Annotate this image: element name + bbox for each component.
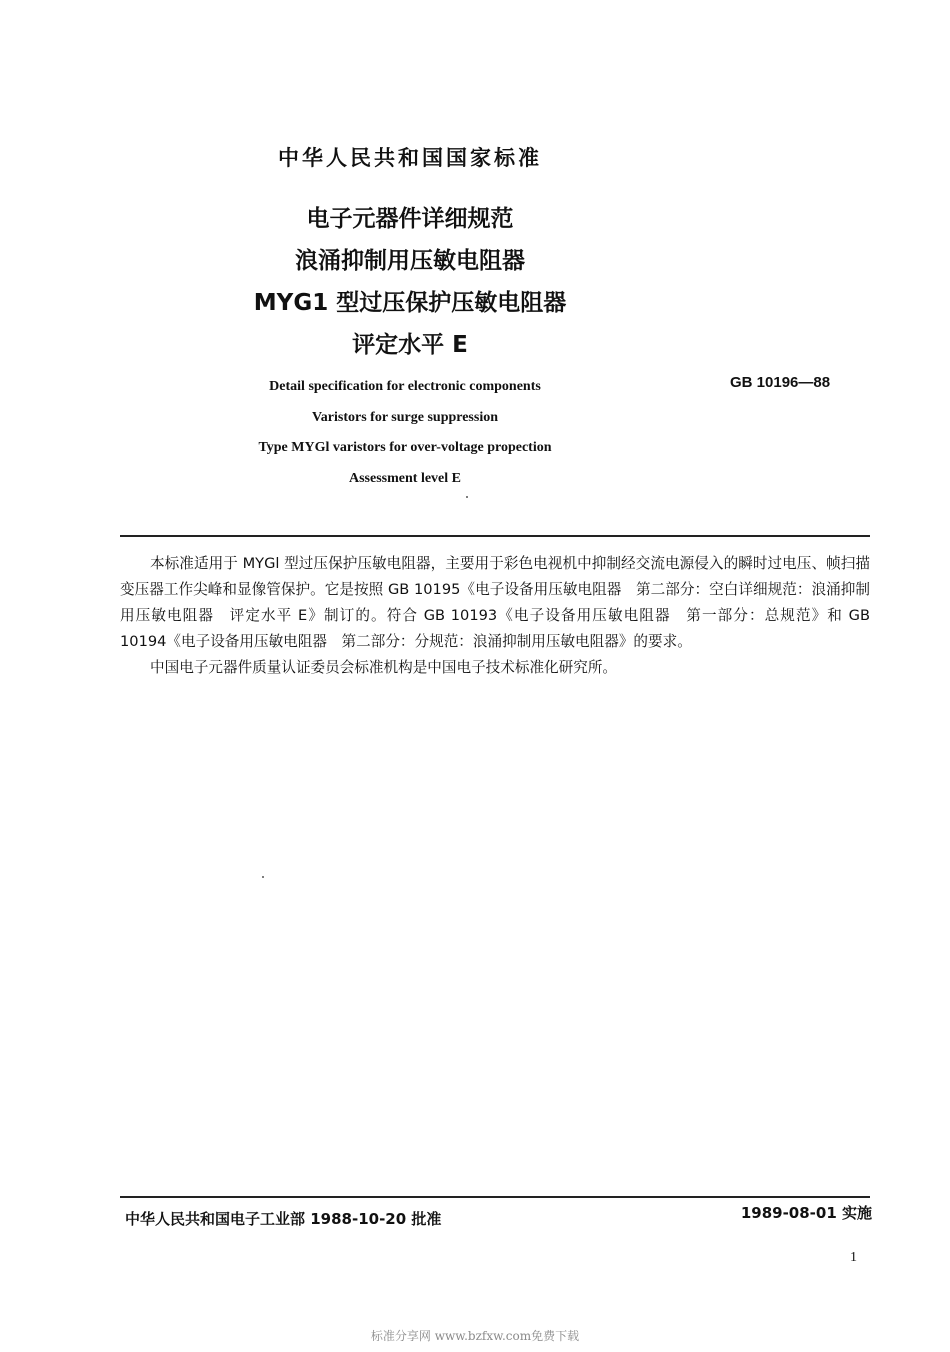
- title-en-line-2: Varistors for surge suppression: [311, 409, 499, 425]
- chinese-title-block: [0, 198, 820, 366]
- body-paragraph-2: 中国电子元器件质量认证委员会标准机构是中国电子技术标准化研究所。: [150, 659, 618, 676]
- watermark: 标准分享网 www.bzfxw.com免费下载: [370, 1329, 580, 1343]
- national-standard-heading: 中华人民共和国国家标准: [278, 146, 542, 170]
- title-en-line-1: Detail specification for electronic components: [269, 379, 541, 394]
- title-cn-line-4: 评定水平 E: [352, 332, 468, 358]
- body-paragraph-1: 本标准适用于 MYGl 型过压保护压敏电阻器，主要用于彩色电视机中抑制经交流电源侵入的瞬时过电压、帧扫描变压器工作尖峰和显像管保护。它是按照 GB 10195《电子设备用压敏电阻器 第二部分：空白详细规范：浪涌抑制用压敏电阻器 评定水平 E》制订的。符合 GB 10193《电子设备用压敏电阻器 第一部分：总规范》和 GB 10194《电子设备用压敏电阻器 第二部分：分规范：浪涌抑制用压敏电阻器》的要求。: [120, 555, 870, 650]
- scan-speck: [262, 876, 264, 878]
- title-cn-line-2: 浪涌抑制用压敏电阻器: [295, 248, 525, 274]
- standard-number: GB 10196—88: [730, 374, 831, 391]
- effective-date: 1989-08-01 实施: [740, 1204, 872, 1222]
- top-divider: [120, 535, 870, 537]
- body-text: [120, 551, 870, 681]
- scan-speck: [466, 496, 468, 498]
- title-cn-line-1: 电子元器件详细规范: [306, 206, 514, 232]
- bottom-divider: [120, 1196, 870, 1198]
- title-cn-line-3: MYG1 型过压保护压敏电阻器: [253, 290, 567, 316]
- title-en-line-3: Type MYGl varistors for over-voltage propection: [258, 440, 552, 455]
- page-number: 1: [850, 1250, 857, 1265]
- english-title-block: [0, 372, 810, 494]
- approval-line: 中华人民共和国电子工业部 1988-10-20 批准: [125, 1210, 442, 1228]
- title-en-line-4: Assessment level E: [349, 470, 461, 486]
